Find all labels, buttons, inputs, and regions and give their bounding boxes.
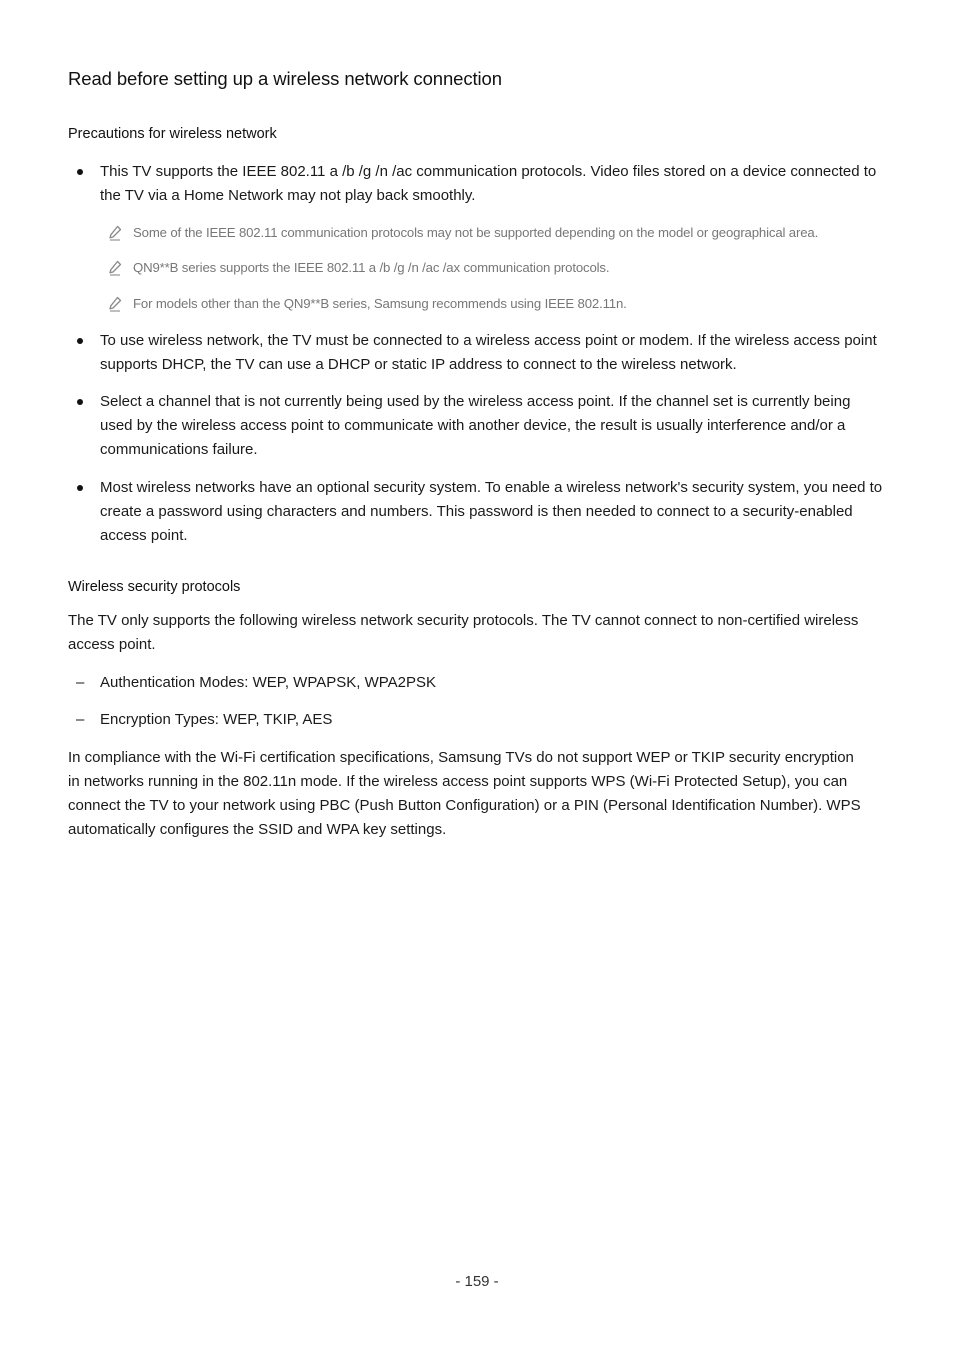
security-heading: Wireless security protocols <box>68 579 241 595</box>
bullet-text: Most wireless networks have an optional security system. To enable a wireless network's security system, you need to create a password using characters and numbers. This password is then needed to connect to a security-enabled access point. <box>100 479 883 544</box>
page-number: - 159 - <box>455 1273 499 1290</box>
bullet-text: This TV supports the IEEE 802.11 a /b /g /n /ac communication protocols. Video files stored on a device connected to the TV via a Home Network may not play back smoothly. <box>100 163 877 204</box>
note-text: QN9**B series supports the IEEE 802.11 a /b /g /n /ac /ax communication protocols. <box>133 260 610 275</box>
bullet-text: To use wireless network, the TV must be connected to a wireless access point or modem. If the wireless access point supports DHCP, the TV can use a DHCP or static IP address to connect to the wireless network. <box>100 332 877 373</box>
bullet-dot-icon <box>77 399 83 405</box>
page-heading: Read before setting up a wireless network connection <box>68 68 502 89</box>
dash-marker: – <box>76 711 85 728</box>
bullet-dot-icon <box>77 485 83 491</box>
note-item <box>108 224 888 244</box>
note-text: Some of the IEEE 802.11 communication protocols may not be supported depending on the model or geographical area. <box>133 225 819 240</box>
list-item <box>68 708 868 732</box>
list-item <box>68 671 868 695</box>
security-intro: The TV only supports the following wireless network security protocols. The TV cannot connect to non-certified wireless access point. <box>68 612 859 653</box>
dash-marker: – <box>76 674 85 691</box>
bullet-dot-icon <box>77 169 83 175</box>
compliance-paragraph: In compliance with the Wi-Fi certification specifications, Samsung TVs do not support WEP or TKIP security encryption in networks running in the 802.11n mode. If the wireless access point supports WPS (Wi-Fi Protected Setup), you can connect the TV to your network using PBC (Push Button Configuration) or a PIN (Personal Identification Number). WPS automatically configures the SSID and WPA key settings. <box>68 749 861 838</box>
note-item <box>108 295 888 315</box>
note-item <box>108 259 888 279</box>
pencil-note-icon <box>108 296 122 312</box>
pencil-note-icon <box>108 225 122 241</box>
pencil-note-icon <box>108 260 122 276</box>
precautions-heading: Precautions for wireless network <box>68 126 277 142</box>
bullet-text: Select a channel that is not currently being used by the wireless access point. If the channel set is currently being used by the wireless access point to communicate with another device, the result is usually interference and/or a communications failure. <box>100 393 851 458</box>
list-item-text: Encryption Types: WEP, TKIP, AES <box>100 711 333 728</box>
bullet-dot-icon <box>77 338 83 344</box>
list-item-text: Authentication Modes: WEP, WPAPSK, WPA2PSK <box>100 674 436 691</box>
note-text: For models other than the QN9**B series, Samsung recommends using IEEE 802.11n. <box>133 296 627 311</box>
